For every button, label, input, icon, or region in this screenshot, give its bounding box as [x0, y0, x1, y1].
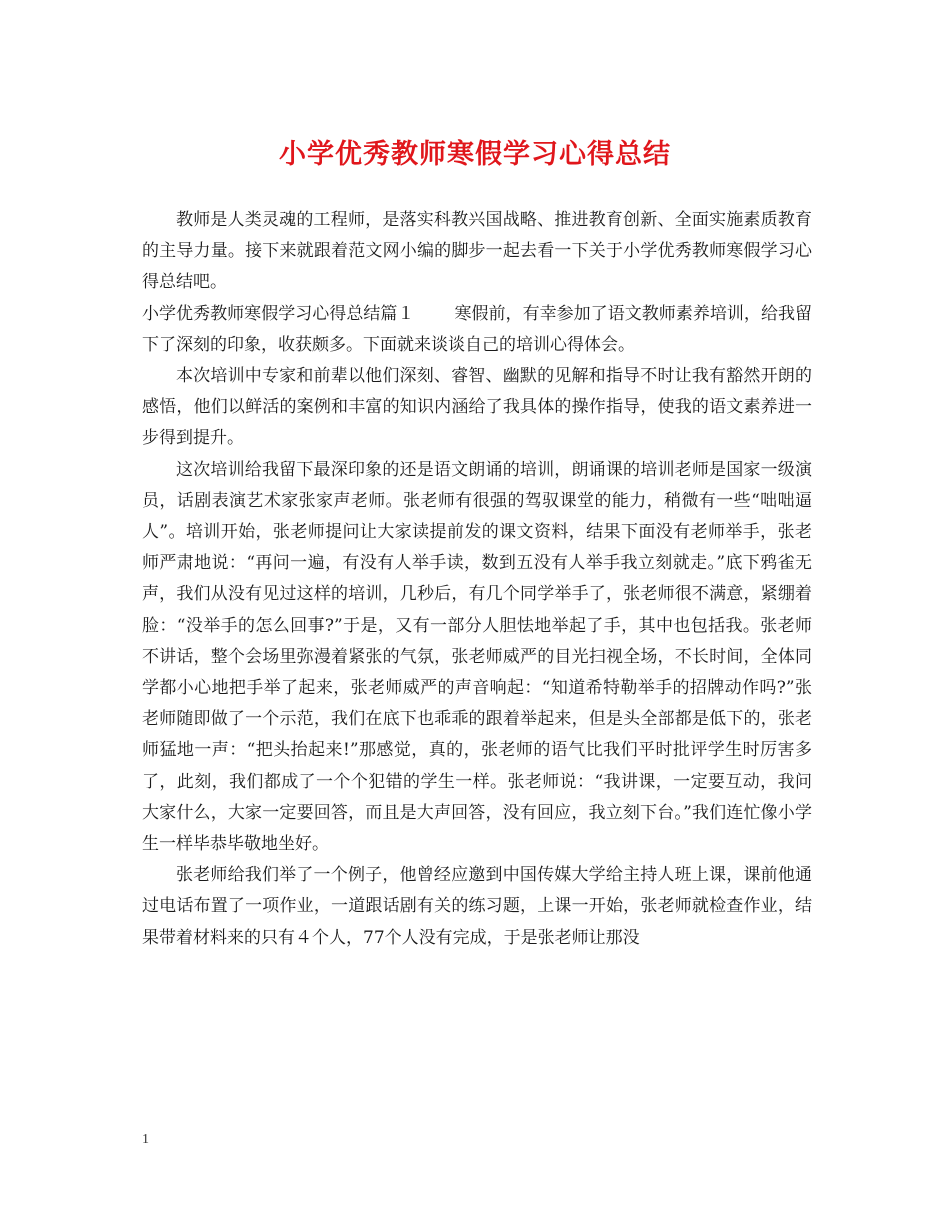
section-heading: 小学优秀教师寒假学习心得总结篇１ — [142, 303, 415, 324]
section-lead: 寒假前，有幸参加了语文教师素养培训，给我留下了深刻的印象，收获颇多。下面就来谈谈自己的培训心得体会。 — [142, 303, 813, 355]
intro-paragraph: 教师是人类灵魂的工程师，是落实科教兴国战略、推进教育创新、全面实施素质教育的主导力量。接下来就跟着范文网小编的脚步一起去看一下关于小学优秀教师寒假学习心得总结吧。 — [142, 210, 812, 293]
document-title: 小学优秀教师寒假学习心得总结 — [279, 139, 671, 170]
body-paragraph: 这次培训给我留下最深印象的还是语文朗诵的培训，朗诵课的培训老师是国家一级演员，话剧表演艺术家张家声老师。张老师有很强的驾驭课堂的能力，稍微有一些“咄咄逼人”。培训开始，张老师提问让大家读提前发的课文资料，结果下面没有老师举手，张老师严肃地说：“再问一遍，有没有人举手读，数到五没有人举手我立刻就走。”底下鸦雀无声，我们从没有见过这样的培训，几秒后，有几个同学举手了，张老师很不满意，紧绷着脸：“没举手的怎么回事?”于是，又有一部分人胆怯地举起了手，其中也包括我。张老师不讲话，整个会场里弥漫着紧张的气氛，张老师威严的目光扫视全场，不长时间，全体同学都小心地把手举了起来，张老师威严的声音响起：“知道希特勒举手的招牌动作吗?”张老师随即做了一个示范，我们在底下也乖乖的跟着举起来，但是头全部都是低下的，张老师猛地一声：“把头抬起来!”那感觉，真的，张老师的语气比我们平时批评学生时厉害多了，此刻，我们都成了一个个犯错的学生一样。张老师说：“我讲课，一定要互动，我问大家什么，大家一定要回答，而且是大声回答，没有回应，我立刻下台。”我们连忙像小学生一样毕恭毕敬地坐好。 — [142, 459, 812, 855]
section-paragraph — [142, 299, 812, 361]
body-paragraph: 张老师给我们举了一个例子，他曾经应邀到中国传媒大学给主持人班上课，课前他通过电话布置了一项作业，一道跟话剧有关的练习题，上课一开始，张老师就检查作业，结果带着材料来的只有４个人，77个人没有完成，于是张老师让那没 — [142, 865, 812, 948]
body-paragraph: 本次培训中专家和前辈以他们深刻、睿智、幽默的见解和指导不时让我有豁然开朗的感悟，他们以鲜活的案例和丰富的知识内涵给了我具体的操作指导，使我的语文素养进一步得到提升。 — [142, 366, 812, 449]
page-number: 1 — [142, 1132, 149, 1147]
document-body — [142, 205, 812, 954]
